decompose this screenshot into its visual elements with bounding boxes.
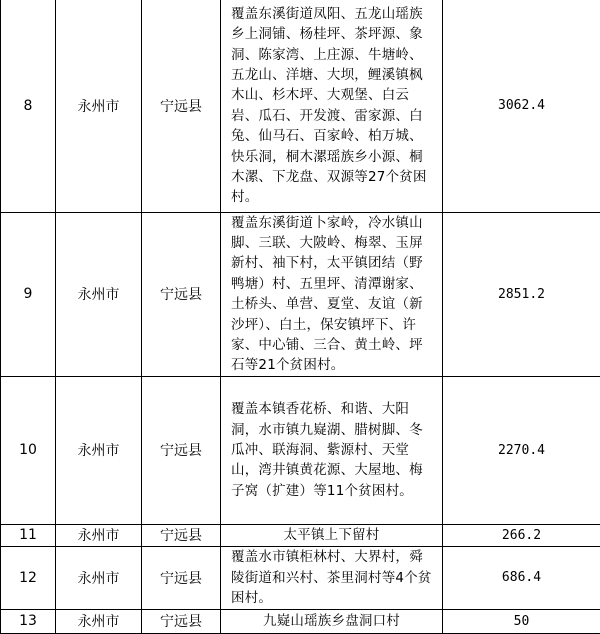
table-row [1, 0, 600, 212]
coverage-text: 覆盖东溪街道凤阳、五龙山瑶族乡上洞铺、杨桂坪、茶坪源、象洞、陈家湾、上庄源、牛塘岭、五龙山、洋塘、大坝，鲤溪镇枫木山、杉木坪、大观堡、白云岩、瓜石、开发渡、雷家源、白兔、仙马石、百家岭、柏万城、快乐洞，桐木漯瑶族乡小源、桐木漯、下龙盘、双源等27个贫困村。 [221, 4, 442, 208]
table-row [1, 546, 600, 609]
coverage-description [221, 546, 443, 609]
row-number: 8 [1, 0, 56, 212]
coverage-text: 太平镇上下留村 [221, 525, 442, 545]
table-row [1, 609, 600, 633]
county-cell: 宁远县 [142, 524, 221, 546]
row-number: 11 [1, 524, 56, 546]
city-cell: 永州市 [56, 376, 142, 524]
city-cell: 永州市 [56, 0, 142, 212]
coverage-description [221, 524, 443, 546]
row-number: 9 [1, 212, 56, 376]
table-row [1, 212, 600, 376]
county-cell: 宁远县 [142, 0, 221, 212]
city-cell: 永州市 [56, 212, 142, 376]
row-number: 10 [1, 376, 56, 524]
row-number: 13 [1, 609, 56, 633]
coverage-description [221, 212, 443, 376]
county-cell: 宁远县 [142, 376, 221, 524]
coverage-text: 覆盖水市镇柜林村、大界村，舜陵街道和兴村、茶里洞村等4个贫困村。 [221, 547, 442, 608]
county-cell: 宁远县 [142, 212, 221, 376]
city-cell: 永州市 [56, 609, 142, 633]
county-cell: 宁远县 [142, 546, 221, 609]
table-row [1, 524, 600, 546]
county-cell: 宁远县 [142, 609, 221, 633]
coverage-text: 九嶷山瑶族乡盘洞口村 [221, 611, 442, 631]
table-row [1, 376, 600, 524]
amount-cell: 2851.2 [443, 212, 600, 376]
amount-cell: 50 [443, 609, 600, 633]
coverage-text: 覆盖东溪街道卜家岭，冷水镇山脚、三联、大陂岭、梅翠、玉屏新村、袖下村，太平镇团结（野鸭塘）村、五里坪、清潭谢家、土桥头、单营、夏堂、友谊（新沙坪）、白土，保安镇坪下、许家、中心铺、三合、黄土岭、坪石等21个贫困村。 [221, 213, 442, 376]
city-cell: 永州市 [56, 524, 142, 546]
amount-cell: 3062.4 [443, 0, 600, 212]
row-number: 12 [1, 546, 56, 609]
amount-cell: 686.4 [443, 546, 600, 609]
coverage-description [221, 0, 443, 212]
amount-cell: 2270.4 [443, 376, 600, 524]
coverage-description [221, 609, 443, 633]
coverage-description [221, 376, 443, 524]
amount-cell: 266.2 [443, 524, 600, 546]
coverage-text: 覆盖本镇香花桥、和谐、大阳洞，水市镇九嶷湖、腊树脚、冬瓜冲、联海洞、紫源村、天堂山，湾井镇黄花源、大屋地、梅子窝（扩建）等11个贫困村。 [221, 399, 442, 501]
city-cell: 永州市 [56, 546, 142, 609]
